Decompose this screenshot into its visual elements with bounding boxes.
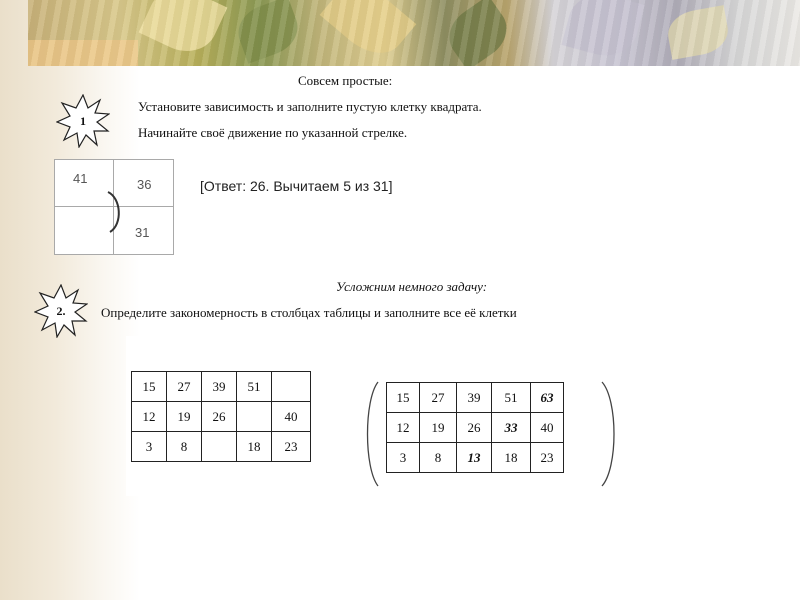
section-heading: Совсем простые: xyxy=(298,73,393,88)
left-bracket-icon xyxy=(362,380,382,488)
table-cell: 40 xyxy=(531,413,564,443)
table-cell xyxy=(202,432,237,462)
task2-badge-label: 2. xyxy=(56,304,66,318)
task1-answer: [Ответ: 26. Вычитаем 5 из 31] xyxy=(200,178,393,194)
table-row xyxy=(387,383,564,413)
task1-badge-label: 1 xyxy=(80,114,86,128)
banner-texture xyxy=(28,0,800,66)
table-cell: 15 xyxy=(132,372,167,402)
table-cell: 51 xyxy=(237,372,272,402)
table-cell: 12 xyxy=(132,402,167,432)
table-row xyxy=(132,372,311,402)
table-cell: 27 xyxy=(167,372,202,402)
table-cell xyxy=(237,402,272,432)
question-table xyxy=(131,371,311,462)
table-cell: 33 xyxy=(492,413,531,443)
table-cell: 26 xyxy=(202,402,237,432)
table-cell: 27 xyxy=(420,383,457,413)
leaf-banner xyxy=(28,0,800,66)
task1-starburst-badge xyxy=(56,94,110,148)
table-cell: 26 xyxy=(457,413,492,443)
task2-instruction: Определите закономерность в столбцах таблицы и заполните все её клетки xyxy=(101,305,517,320)
table-cell: 3 xyxy=(387,443,420,473)
table-row xyxy=(387,443,564,473)
arrow-arc-icon xyxy=(105,190,129,234)
right-bracket-icon xyxy=(598,380,622,488)
table-cell: 23 xyxy=(272,432,311,462)
task1-square xyxy=(54,159,174,255)
answer-table xyxy=(386,382,564,473)
table-cell: 51 xyxy=(492,383,531,413)
table-cell: 39 xyxy=(457,383,492,413)
cell-value: 41 xyxy=(73,171,88,186)
cell-value: 36 xyxy=(137,177,152,192)
task1-line2: Начинайте своё движение по указанной стрелке. xyxy=(138,125,408,140)
table-row xyxy=(387,413,564,443)
task1-line1: Установите зависимость и заполните пустую клетку квадрата. xyxy=(138,99,482,114)
table-cell xyxy=(272,372,311,402)
table-row xyxy=(132,432,311,462)
table-cell: 8 xyxy=(420,443,457,473)
table-cell: 23 xyxy=(531,443,564,473)
table-cell: 63 xyxy=(531,383,564,413)
table-cell: 13 xyxy=(457,443,492,473)
cell-value: 31 xyxy=(135,225,150,240)
table-cell: 19 xyxy=(420,413,457,443)
table-cell: 40 xyxy=(272,402,311,432)
table-cell: 18 xyxy=(237,432,272,462)
table-cell: 15 xyxy=(387,383,420,413)
task2-starburst-badge xyxy=(34,284,88,338)
task2-heading: Усложним немного задачу: xyxy=(336,279,488,294)
table-cell: 12 xyxy=(387,413,420,443)
table-cell: 39 xyxy=(202,372,237,402)
table-cell: 18 xyxy=(492,443,531,473)
question-table-panel xyxy=(126,336,336,496)
table-cell: 8 xyxy=(167,432,202,462)
table-cell: 3 xyxy=(132,432,167,462)
table-cell: 19 xyxy=(167,402,202,432)
table-row xyxy=(132,402,311,432)
